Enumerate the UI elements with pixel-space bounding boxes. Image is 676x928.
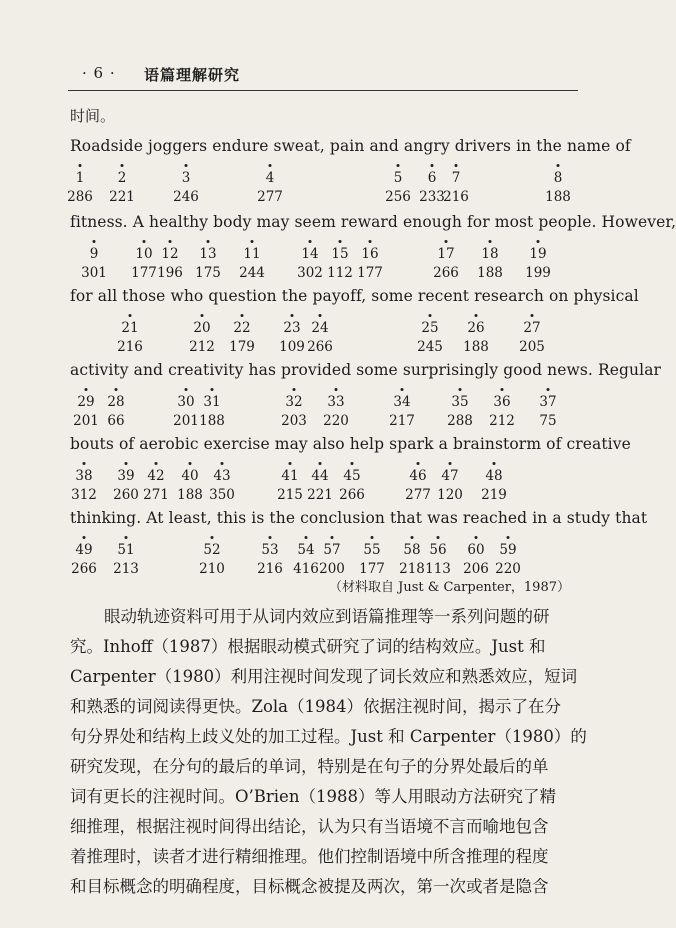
fixation-order-number: 37 <box>539 394 557 410</box>
fixation-duration: 220 <box>323 413 349 429</box>
fixation-order-number: 53 <box>261 542 279 558</box>
fixation-dot <box>475 536 478 539</box>
fixation-order-number: 19 <box>529 246 547 262</box>
fixation-order-number: 29 <box>77 394 95 410</box>
paragraph-line: 词有更长的注视时间。O’Brien（1988）等人用眼动方法研究了精 <box>70 787 556 806</box>
fixation-dot <box>79 164 82 167</box>
fixation-duration: 109 <box>279 339 305 355</box>
fixation-order-number: 20 <box>193 320 211 336</box>
fixation-duration: 219 <box>481 487 507 503</box>
fixation-order-number: 59 <box>499 542 517 558</box>
example-sentence-line: thinking. At least, this is the conclusion that was reached in a study that <box>70 509 648 527</box>
fixation-duration: 245 <box>417 339 443 355</box>
fixation-dot <box>437 536 440 539</box>
fixation-duration: 179 <box>229 339 255 355</box>
fixation-order-number: 21 <box>121 320 139 336</box>
fixation-dot <box>143 240 146 243</box>
fixation-duration: 416 <box>293 561 319 577</box>
fixation-dot <box>83 462 86 465</box>
fixation-order-number: 33 <box>327 394 345 410</box>
fixation-order-number: 28 <box>107 394 125 410</box>
fixation-dot <box>397 164 400 167</box>
running-header <box>82 64 560 86</box>
paragraph-line: Carpenter（1980）利用注视时间发现了词长效应和熟悉效应，短词 <box>70 667 578 686</box>
running-title: 语篇理解研究 <box>144 66 241 84</box>
fixation-dot <box>331 536 334 539</box>
page-number: · 6 · <box>82 64 116 82</box>
fixation-dot <box>83 536 86 539</box>
fixation-order-number: 17 <box>437 246 455 262</box>
paragraph-line: 细推理，根据注视时间得出结论，认为只有当语境不言而喻地包含 <box>70 817 549 836</box>
fixation-dot <box>185 388 188 391</box>
fixation-order-number: 58 <box>403 542 421 558</box>
fixation-dot <box>493 462 496 465</box>
fixation-dot <box>85 388 88 391</box>
fixation-duration: 286 <box>67 189 93 205</box>
fixation-order-number: 27 <box>523 320 541 336</box>
fixation-dot <box>319 314 322 317</box>
fixation-duration: 113 <box>425 561 451 577</box>
fixation-order-number: 31 <box>203 394 221 410</box>
fixation-duration: 177 <box>359 561 385 577</box>
fixation-dot <box>115 388 118 391</box>
fixation-dot <box>121 164 124 167</box>
fixation-order-number: 39 <box>117 468 135 484</box>
fixation-dot <box>459 388 462 391</box>
fixation-duration: 266 <box>433 265 459 281</box>
fixation-duration: 312 <box>71 487 97 503</box>
fixation-order-number: 36 <box>493 394 511 410</box>
fixation-duration: 213 <box>113 561 139 577</box>
fixation-order-number: 56 <box>429 542 447 558</box>
fixation-duration: 221 <box>307 487 333 503</box>
fixation-duration: 233 <box>419 189 445 205</box>
fixation-duration: 266 <box>71 561 97 577</box>
fixation-duration: 221 <box>109 189 135 205</box>
fixation-order-number: 8 <box>553 170 563 186</box>
fixation-duration: 188 <box>177 487 203 503</box>
fixation-order-number: 41 <box>281 468 299 484</box>
paragraph-line: 究。Inhoff（1987）根据眼动模式研究了词的结构效应。Just 和 <box>70 637 546 656</box>
fixation-duration: 112 <box>327 265 353 281</box>
fixation-order-number: 52 <box>203 542 221 558</box>
paragraph-line: 和熟悉的词阅读得更快。Zola（1984）依据注视时间，揭示了在分 <box>70 697 562 716</box>
fixation-duration: 216 <box>443 189 469 205</box>
paragraph-line: 和目标概念的明确程度，目标概念被提及两次，第一次或者是隐含 <box>70 877 549 896</box>
example-sentence-line: activity and creativity has provided some surprisingly good news. Regular <box>70 361 662 379</box>
fixation-order-number: 15 <box>331 246 349 262</box>
fixation-order-number: 38 <box>75 468 93 484</box>
fixation-duration: 301 <box>81 265 107 281</box>
fixation-order-number: 12 <box>161 246 179 262</box>
fixation-duration: 210 <box>199 561 225 577</box>
fixation-duration: 256 <box>385 189 411 205</box>
body-paragraph <box>70 602 590 902</box>
example-sentence-line: bouts of aerobic exercise may also help spark a brainstorm of creative <box>70 435 631 453</box>
fixation-duration: 216 <box>117 339 143 355</box>
fixation-dot <box>201 314 204 317</box>
fixation-duration: 205 <box>519 339 545 355</box>
fixation-duration: 216 <box>257 561 283 577</box>
fixation-duration: 120 <box>437 487 463 503</box>
fixation-duration: 212 <box>489 413 515 429</box>
fixation-order-number: 23 <box>283 320 301 336</box>
paragraph-line: 眼动轨迹资料可用于从词内效应到语篇推理等一系列问题的研 <box>104 607 550 626</box>
fixation-order-number: 22 <box>233 320 251 336</box>
fixation-duration: 200 <box>319 561 345 577</box>
fixation-duration: 75 <box>539 413 557 429</box>
fixation-order-number: 44 <box>311 468 329 484</box>
fixation-order-number: 42 <box>147 468 165 484</box>
fixation-dot <box>537 240 540 243</box>
fixation-order-number: 26 <box>467 320 485 336</box>
fixation-order-number: 25 <box>421 320 439 336</box>
fixation-dot <box>211 388 214 391</box>
fixation-duration: 177 <box>131 265 157 281</box>
fixation-order-number: 55 <box>363 542 381 558</box>
fixation-dot <box>93 240 96 243</box>
fixation-dot <box>125 462 128 465</box>
fixation-duration: 266 <box>307 339 333 355</box>
fixation-duration: 175 <box>195 265 221 281</box>
paragraph-line: 研究发现，在分句的最后的单词，特别是在句子的分界处最后的单 <box>70 757 549 776</box>
fixation-dot <box>411 536 414 539</box>
fixation-dot <box>189 462 192 465</box>
source-citation: （材料取自 Just & Carpenter，1987） <box>329 580 570 595</box>
fixation-dot <box>269 164 272 167</box>
fixation-dot <box>251 240 254 243</box>
fixation-dot <box>501 388 504 391</box>
fixation-duration: 177 <box>357 265 383 281</box>
fixation-duration: 271 <box>143 487 169 503</box>
fixation-order-number: 2 <box>117 170 127 186</box>
fixation-order-number: 24 <box>311 320 329 336</box>
fixation-dot <box>291 314 294 317</box>
example-sentence-line: Roadside joggers endure sweat, pain and angry drivers in the name of <box>70 137 631 155</box>
fixation-order-number: 34 <box>393 394 411 410</box>
fixation-dot <box>241 314 244 317</box>
fixation-order-number: 30 <box>177 394 195 410</box>
fixation-dot <box>211 536 214 539</box>
fixation-order-number: 48 <box>485 468 503 484</box>
fixation-duration: 246 <box>173 189 199 205</box>
fixation-duration: 201 <box>173 413 199 429</box>
fixation-order-number: 3 <box>181 170 191 186</box>
fixation-order-number: 4 <box>265 170 275 186</box>
fixation-dot <box>125 536 128 539</box>
fixation-dot <box>207 240 210 243</box>
fixation-duration: 266 <box>339 487 365 503</box>
fixation-duration: 206 <box>463 561 489 577</box>
fixation-duration: 260 <box>113 487 139 503</box>
fixation-dot <box>455 164 458 167</box>
fixation-dot <box>351 462 354 465</box>
fixation-dot <box>371 536 374 539</box>
fixation-dot <box>489 240 492 243</box>
fixation-order-number: 10 <box>135 246 153 262</box>
fixation-dot <box>557 164 560 167</box>
fixation-dot <box>531 314 534 317</box>
fixation-dot <box>335 388 338 391</box>
fixation-order-number: 47 <box>441 468 459 484</box>
fixation-duration: 244 <box>239 265 265 281</box>
fixation-dot <box>547 388 550 391</box>
fixation-order-number: 5 <box>393 170 403 186</box>
fixation-dot <box>339 240 342 243</box>
fixation-dot <box>289 462 292 465</box>
fixation-order-number: 1 <box>75 170 85 186</box>
fixation-order-number: 57 <box>323 542 341 558</box>
fixation-duration: 215 <box>277 487 303 503</box>
fixation-duration: 288 <box>447 413 473 429</box>
fixation-dot <box>269 536 272 539</box>
fixation-dot <box>369 240 372 243</box>
fixation-duration: 302 <box>297 265 323 281</box>
fixation-order-number: 16 <box>361 246 379 262</box>
fixation-duration: 277 <box>257 189 283 205</box>
fixation-order-number: 18 <box>481 246 499 262</box>
header-rule <box>68 90 578 91</box>
fixation-duration: 350 <box>209 487 235 503</box>
fixation-order-number: 14 <box>301 246 319 262</box>
paragraph-line: 着推理时，读者才进行精细推理。他们控制语境中所含推理的程度 <box>70 847 549 866</box>
fixation-duration: 220 <box>495 561 521 577</box>
fixation-duration: 212 <box>189 339 215 355</box>
fixation-order-number: 40 <box>181 468 199 484</box>
fixation-dot <box>431 164 434 167</box>
fixation-duration: 188 <box>199 413 225 429</box>
fixation-order-number: 43 <box>213 468 231 484</box>
fixation-order-number: 46 <box>409 468 427 484</box>
fixation-dot <box>401 388 404 391</box>
fixation-dot <box>221 462 224 465</box>
fixation-dot <box>129 314 132 317</box>
fixation-order-number: 54 <box>297 542 315 558</box>
fixation-dot <box>155 462 158 465</box>
fixation-dot <box>169 240 172 243</box>
fixation-dot <box>185 164 188 167</box>
fixation-order-number: 35 <box>451 394 469 410</box>
fixation-duration: 66 <box>107 413 125 429</box>
fixation-duration: 199 <box>525 265 551 281</box>
fixation-dot <box>309 240 312 243</box>
fixation-order-number: 49 <box>75 542 93 558</box>
fixation-duration: 217 <box>389 413 415 429</box>
fixation-dot <box>319 462 322 465</box>
fixation-duration: 277 <box>405 487 431 503</box>
fixation-duration: 188 <box>545 189 571 205</box>
continued-line: 时间。 <box>70 107 116 125</box>
fixation-order-number: 60 <box>467 542 485 558</box>
example-sentence-line: fitness. A healthy body may seem reward enough for most people. However, <box>70 213 676 231</box>
fixation-order-number: 9 <box>89 246 99 262</box>
fixation-order-number: 7 <box>451 170 461 186</box>
paragraph-line: 句分界处和结构上歧义处的加工过程。Just 和 Carpenter（1980）的 <box>70 727 587 746</box>
fixation-order-number: 13 <box>199 246 217 262</box>
fixation-duration: 188 <box>477 265 503 281</box>
fixation-duration: 196 <box>157 265 183 281</box>
fixation-dot <box>305 536 308 539</box>
fixation-dot <box>417 462 420 465</box>
fixation-dot <box>293 388 296 391</box>
fixation-order-number: 32 <box>285 394 303 410</box>
fixation-order-number: 51 <box>117 542 135 558</box>
fixation-duration: 203 <box>281 413 307 429</box>
fixation-duration: 218 <box>399 561 425 577</box>
fixation-dot <box>429 314 432 317</box>
fixation-dot <box>445 240 448 243</box>
fixation-dot <box>507 536 510 539</box>
fixation-order-number: 11 <box>243 246 261 262</box>
fixation-dot <box>449 462 452 465</box>
fixation-dot <box>475 314 478 317</box>
fixation-duration: 188 <box>463 339 489 355</box>
fixation-duration: 201 <box>73 413 99 429</box>
example-sentence-line: for all those who question the payoff, some recent research on physical <box>70 287 639 305</box>
fixation-order-number: 6 <box>427 170 437 186</box>
fixation-order-number: 45 <box>343 468 361 484</box>
